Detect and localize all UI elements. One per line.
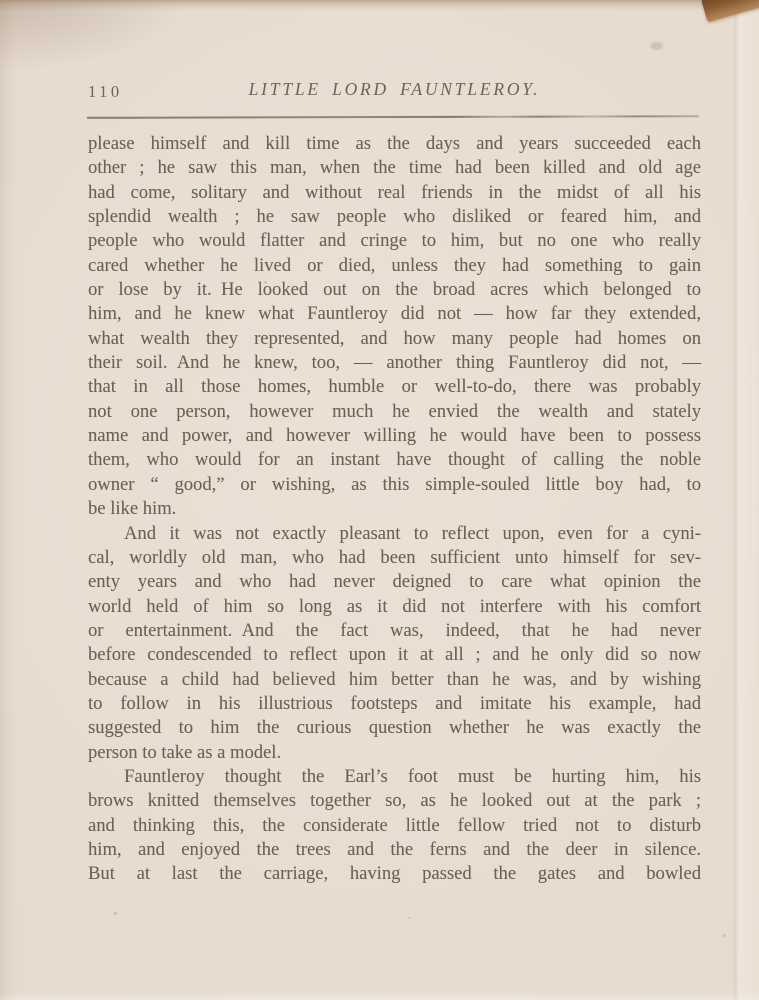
paper-speck xyxy=(408,917,411,919)
text-line: please himself and kill time as the days and years succeeded each xyxy=(88,133,701,154)
text-line: him, and enjoyed the trees and the ferns and the deer in silence. xyxy=(88,838,701,860)
text-line: Fauntleroy thought the Earl’s foot must be hurting him, his xyxy=(124,765,701,787)
text-line: people who would flatter and cringe to him, but no one who really xyxy=(88,230,701,252)
text-line: that in all those homes, humble or well-to-do, there was probably xyxy=(88,376,701,398)
text-line: before condescended to reflect upon it at all ; and he only did so now xyxy=(88,644,701,666)
text-line: their soil. And he knew, too, — another thing Fauntleroy did not, — xyxy=(88,352,701,374)
text-line: person to take as a model. xyxy=(88,741,282,763)
text-line: what wealth they represented, and how many people had homes on xyxy=(88,327,701,349)
text-line: name and power, and however willing he would have been to possess xyxy=(88,425,701,447)
text-line: cal, worldly old man, who had been sufficient unto himself for sev- xyxy=(88,546,701,568)
text-line: And it was not exactly pleasant to reflect upon, even for a cyni- xyxy=(124,522,701,544)
text-line: suggested to him the curious question whether he was exactly the xyxy=(88,717,701,739)
text-line: other ; he saw this man, when the time had been killed and old age xyxy=(88,157,701,179)
text-line: owner “ good,” or wishing, as this simple-souled little boy had, to xyxy=(88,473,701,495)
text-line: not one person, however much he envied the wealth and stately xyxy=(88,400,701,422)
paper-speck xyxy=(723,934,726,937)
text-line: and thinking this, the considerate little fellow tried not to disturb xyxy=(88,814,701,836)
page-corner-fold-mark xyxy=(701,0,759,22)
text-line: But at last the carriage, having passed the gates and bowled xyxy=(88,863,701,885)
text-line: had come, solitary and without real friends in the midst of all his xyxy=(88,181,701,203)
text-line: to follow in his illustrious footsteps and imitate his example, had xyxy=(88,692,701,714)
text-line: or entertainment. And the fact was, indeed, that he had never xyxy=(88,619,701,641)
text-line: him, and he knew what Fauntleroy did not — how far they extended, xyxy=(88,303,701,325)
text-line: be like him. xyxy=(88,498,177,520)
text-line: brows knitted themselves together so, as he looked out at the park ; xyxy=(88,790,701,812)
body-text xyxy=(88,132,701,887)
paper-speck xyxy=(114,912,117,915)
page-number: 110 xyxy=(88,82,123,101)
running-title: LITTLE LORD FAUNTLEROY. xyxy=(248,79,541,99)
header-rule xyxy=(87,115,699,118)
text-line: enty years and who had never deigned to care what opinion the xyxy=(88,571,701,593)
text-line: splendid wealth ; he saw people who disliked or feared him, and xyxy=(88,206,701,228)
text-line: world held of him so long as it did not interfere with his comfort xyxy=(88,595,701,617)
text-line: cared whether he lived or died, unless they had something to gain xyxy=(88,254,701,276)
paper-smudge xyxy=(650,42,663,50)
text-line: because a child had believed him better than he was, and by wishing xyxy=(88,668,701,690)
page-header xyxy=(88,79,701,101)
text-line: or lose by it. He looked out on the broad acres which belonged to xyxy=(88,279,701,301)
text-line: them, who would for an instant have thought of calling the noble xyxy=(88,449,701,471)
